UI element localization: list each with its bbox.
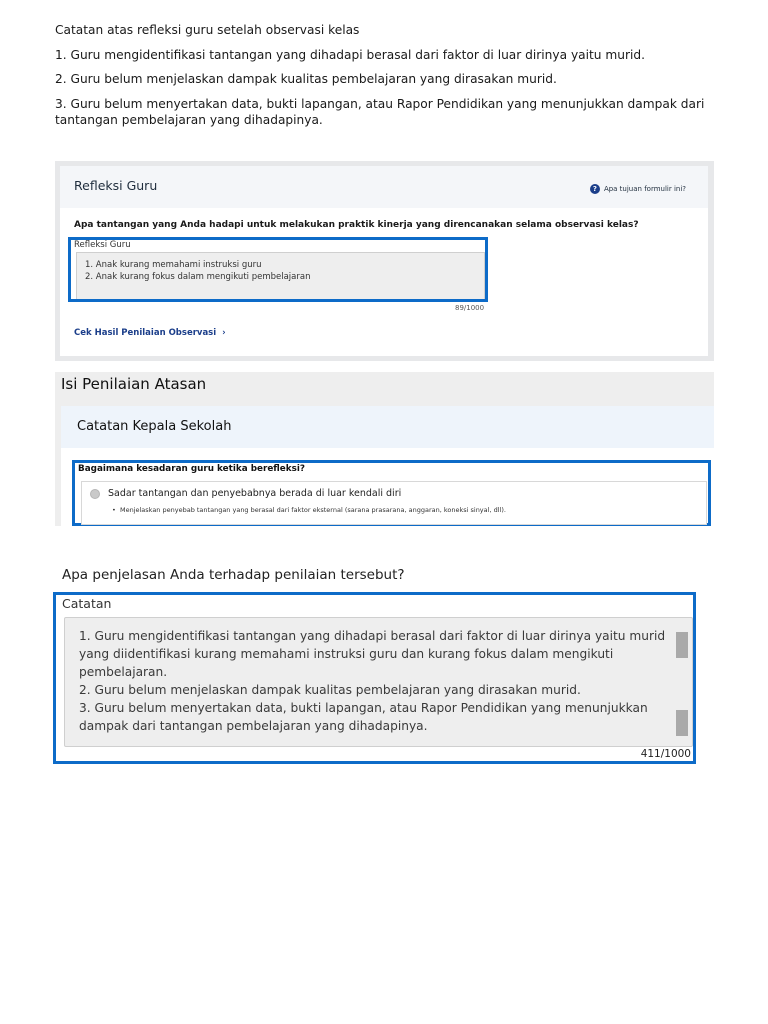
intro-heading: Catatan atas refleksi guru setelah observasi kelas (55, 23, 360, 37)
radio-button-icon[interactable] (90, 489, 100, 499)
catatan-card-header (61, 406, 714, 448)
intro-notes (55, 22, 715, 137)
penilaian-option-label: Sadar tantangan dan penyebabnya berada di luar kendali diri (108, 488, 402, 499)
intro-point-3: 3. Guru belum menyertakan data, bukti lapangan, atau Rapor Pendidikan yang menunjukkan dampak dari tantangan pembelajaran yang dihadapinya. (55, 96, 705, 127)
catatan-field-label: Catatan (62, 596, 112, 611)
refleksi-title: Refleksi Guru (74, 178, 158, 193)
help-icon: ? (590, 184, 600, 194)
refleksi-question: Apa tantangan yang Anda hadapi untuk melakukan praktik kinerja yang direncanakan selama observasi kelas? (74, 220, 639, 230)
refleksi-answer-line-1: 1. Anak kurang memahami instruksi guru (85, 260, 262, 270)
penjelasan-prompt: Apa penjelasan Anda terhadap penilaian tersebut? (62, 567, 405, 583)
penilaian-title: Isi Penilaian Atasan (61, 375, 207, 393)
highlight-box-penjelasan (53, 592, 696, 764)
catatan-answer-text: 1. Guru mengidentifikasi tantangan yang dihadapi berasal dari faktor di luar dirinya yaitu murid yang diidentifikasi kurang memahami instruksi guru dan kurang fokus dalam mengikuti pembelajaran. 2. Guru belum menjelaskan dampak kualitas pembelajaran yang dirasakan murid. 3. Guru belum menyertakan data, bukti lapangan, atau Rapor Pendidikan yang menunjukkan dampak dari tantangan pembelajaran yang dihadapinya. (79, 629, 666, 733)
scrollbar-thumb[interactable] (676, 710, 688, 736)
refleksi-header (60, 166, 708, 208)
highlight-box-refleksi (68, 237, 488, 302)
penilaian-option[interactable] (81, 481, 707, 525)
catatan-card-title: Catatan Kepala Sekolah (77, 419, 232, 434)
help-link[interactable] (590, 184, 686, 194)
cek-hasil-link[interactable] (74, 328, 226, 338)
refleksi-char-count: 89/1000 (455, 304, 485, 312)
intro-point-2: 2. Guru belum menjelaskan dampak kualitas pembelajaran yang dirasakan murid. (55, 72, 557, 86)
scrollbar-up[interactable] (676, 632, 688, 658)
penilaian-option-detail-text: Menjelaskan penyebab tantangan yang berasal dari faktor eksternal (sarana prasarana, anggaran, koneksi sinyal, dll). (119, 506, 506, 514)
refleksi-field-label: Refleksi Guru (74, 240, 131, 250)
catatan-char-count: 411/1000 (640, 748, 691, 760)
refleksi-answer-line-2: 2. Anak kurang fokus dalam mengikuti pembelajaran (85, 272, 311, 282)
penilaian-option-detail: • Menjelaskan penyebab tantangan yang berasal dari faktor eksternal (sarana prasarana, anggaran, koneksi sinyal, dll). (112, 506, 506, 514)
catatan-textarea[interactable] (64, 617, 693, 747)
chevron-right-icon: › (219, 328, 226, 338)
penilaian-question: Bagaimana kesadaran guru ketika berefleksi? (78, 464, 305, 474)
help-link-label: Apa tujuan formulir ini? (603, 185, 686, 193)
catatan-answer (79, 627, 669, 735)
cek-hasil-label: Cek Hasil Penilaian Observasi (74, 328, 217, 338)
scrollbar[interactable] (676, 626, 688, 738)
intro-point-1: 1. Guru mengidentifikasi tantangan yang dihadapi berasal dari faktor di luar dirinya yaitu murid. (55, 47, 646, 62)
highlight-box-penilaian (72, 460, 711, 526)
